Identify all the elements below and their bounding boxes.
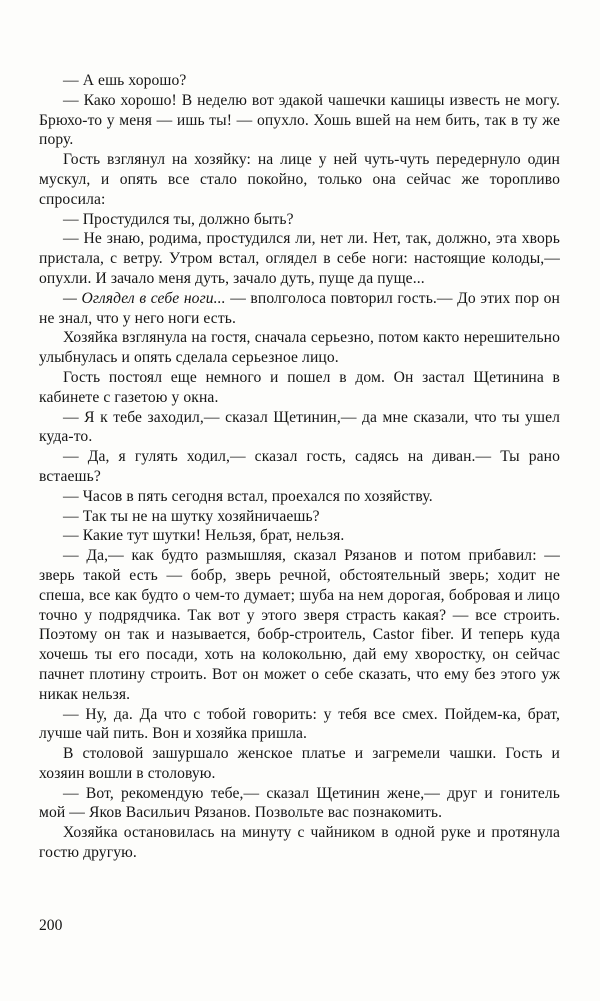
paragraph: — Не знаю, родима, простудился ли, нет ли. Нет, так, должно, эта хворь пристала, с ветру. Утром встал, оглядел в себе ноги: настоящие колоды,— опухли. И зачало меня дуть, зачало дуть, пуще да пуще...	[39, 230, 560, 287]
paragraph: — Вот, рекомендую тебе,— сказал Щетинин жене,— друг и гонитель мой — Яков Васильич Рязанов. Позвольте вас познакомить.	[39, 784, 560, 822]
page-text	[39, 71, 560, 863]
paragraph: Гость взглянул на хозяйку: на лице у ней чуть-чуть передернуло один мускул, и опять все стало покойно, только она сейчас же торопливо спросила:	[39, 151, 560, 208]
paragraph: — Так ты не на шутку хозяйничаешь?	[63, 507, 320, 525]
paragraph: — Я к тебе заходил,— сказал Щетинин,— да мне сказали, что ты ушел куда-то.	[39, 408, 560, 446]
paragraph-text: — вполголоса повторил гость.— До этих пор он не знал, что у него ноги есть.	[39, 289, 561, 327]
paragraph: — Да, я гулять ходил,— сказал гость, садясь на диван.— Ты рано встаешь?	[39, 448, 560, 485]
paragraph: — Какие тут шутки! Нельзя, брат, нельзя.	[63, 527, 345, 545]
paragraph: — Часов в пять сегодня встал, проехался по хозяйству.	[63, 487, 433, 505]
paragraph: Хозяйка взглянула на гостя, сначала серьезно, потом както нерешительно улыбнулась и опять сделала серьезное лицо.	[39, 329, 560, 367]
paragraph	[39, 289, 560, 329]
page-number: 200	[39, 917, 63, 934]
paragraph: — Простудился ты, должно быть?	[63, 210, 294, 228]
paragraph: — Како хорошо! В неделю вот эдакой чашечки кашицы известь не могу. Брюхо-то у меня — ишь ты! — опухло. Хошь вшей на нем бить, так в ту же пору.	[39, 91, 560, 149]
paragraph: — А ешь хорошо?	[63, 72, 187, 89]
italic-quote: — Оглядел в себе ноги...	[63, 289, 226, 307]
paragraph: Хозяйка остановилась на минуту с чайником в одной руке и протянула гостю другую.	[39, 824, 560, 862]
paragraph: Гость постоял еще немного и пошел в дом. Он застал Щетинина в кабинете с газетою у окна.	[39, 368, 560, 406]
paragraph: В столовой зашуршало женское платье и загремели чашки. Гость и хозяин вошли в столовую.	[39, 745, 560, 782]
paragraph: — Ну, да. Да что с тобой говорить: у тебя все смех. Пойдем-ка, брат, лучше чай пить. Вон и хозяйка пришла.	[39, 705, 560, 743]
paragraph: — Да,— как будто размышляя, сказал Рязанов и потом прибавил: — зверь такой есть — бобр, зверь речной, обстоятельный зверь; ходит не спеша, все как будто о чем-то думает; шуба на нем дорогая, бобровая и лицо точно у подрядчика. Так вот у этого зверя страсть какая? — все строить. Поэтому он так и называется, бобр-строитель, Castor fiber. И теперь куда хочешь ты его посади, хоть на колокольню, дай ему хворостку, он сейчас пачнет плотину строить. Вот он может о себе сказать, что ему без этого уж никак нельзя.	[39, 547, 560, 703]
